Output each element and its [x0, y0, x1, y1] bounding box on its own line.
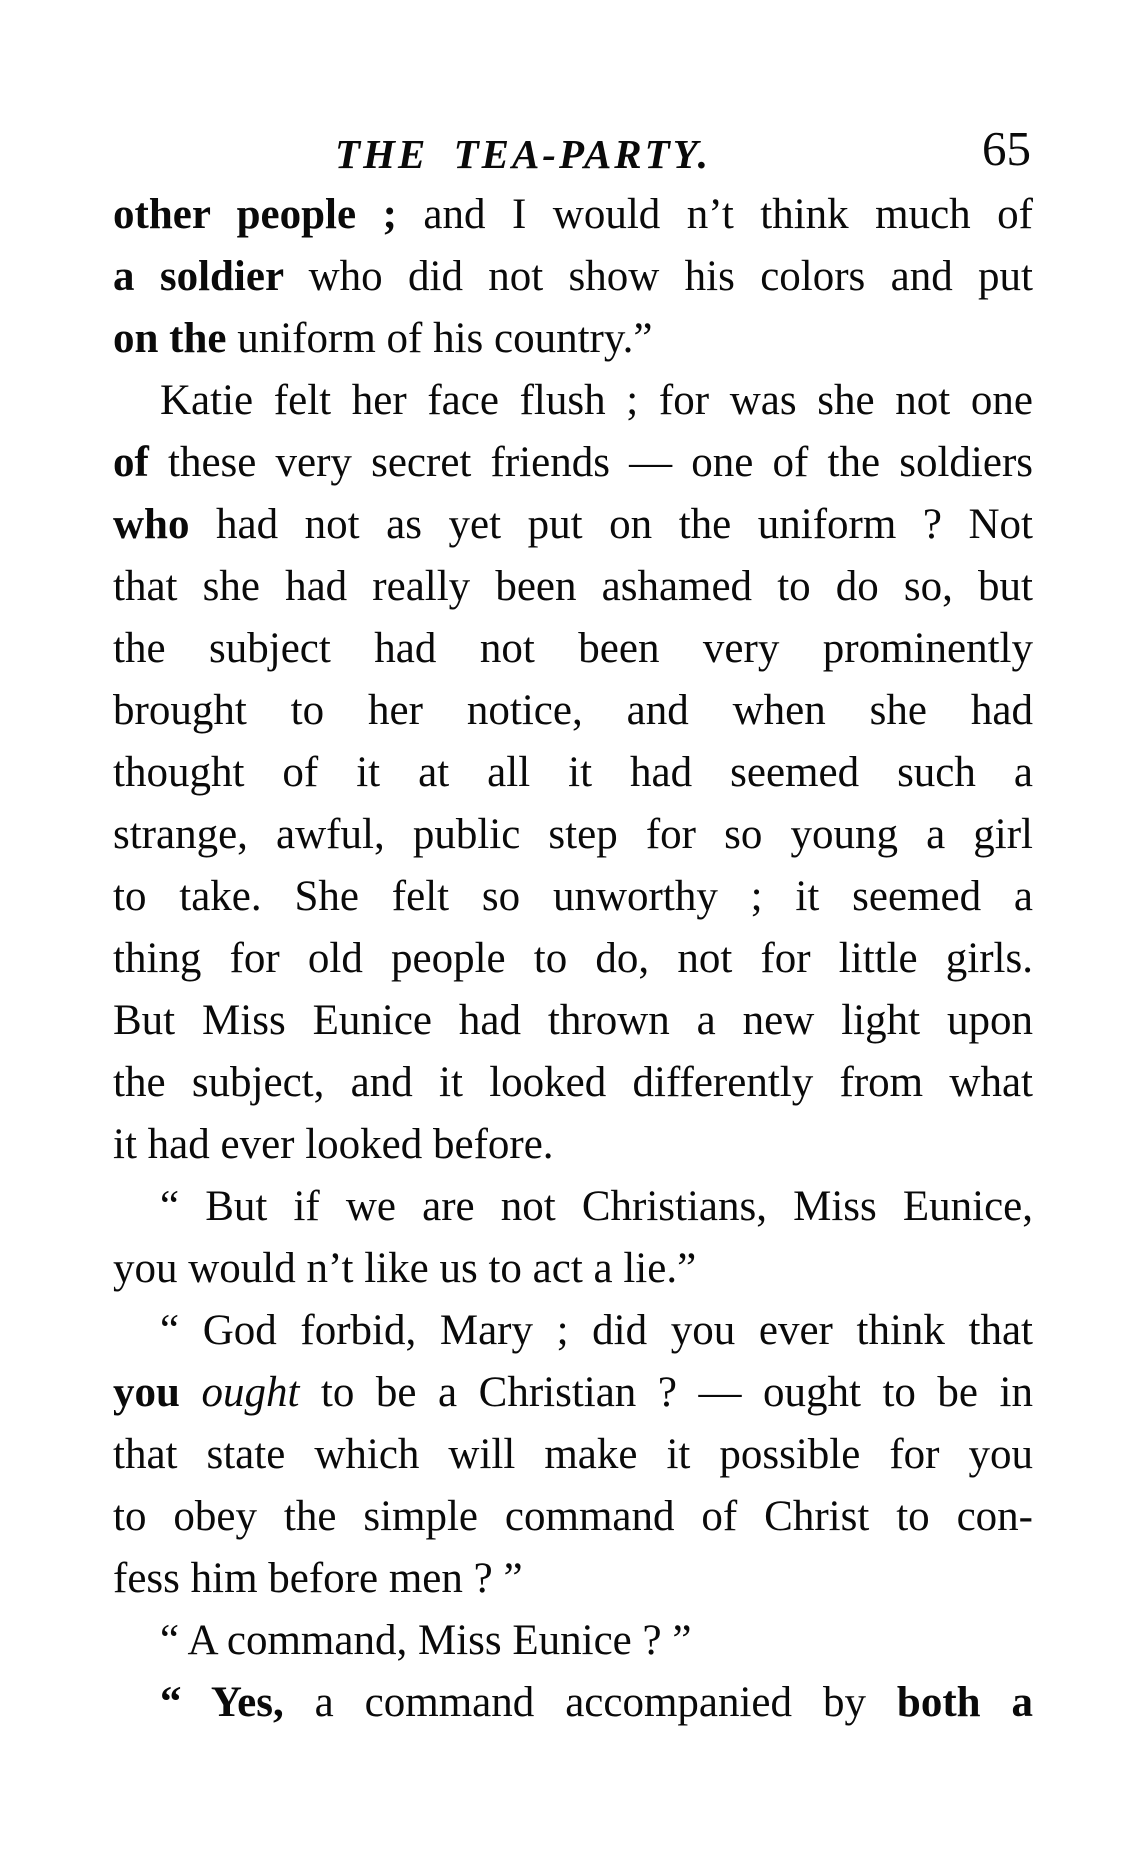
- text-segment: ought: [201, 1369, 300, 1416]
- text-segment: “ God forbid, Mary ; did you ever think that: [160, 1307, 1033, 1354]
- text-line: [113, 1548, 1033, 1610]
- text-line: [113, 928, 1033, 990]
- text-line: [113, 556, 1033, 618]
- text-line: [113, 742, 1033, 804]
- page-lines: [113, 184, 1033, 1734]
- text-line: [113, 308, 1033, 370]
- text-line: [113, 432, 1033, 494]
- text-segment: But Miss Eunice had thrown a new light upon: [113, 997, 1033, 1044]
- text-segment: strange, awful, public step for so young a girl: [113, 811, 1033, 858]
- text-segment: to take. She felt so unworthy ; it seemed a: [113, 873, 1033, 920]
- text-segment: that state which will make it possible for you: [113, 1431, 1033, 1478]
- text-segment: you would n’t like us to act a lie.”: [113, 1245, 697, 1292]
- text-segment: uniform of his country.”: [237, 315, 653, 362]
- text-segment: who did not show his colors and put: [308, 253, 1033, 300]
- text-line: [113, 804, 1033, 866]
- text-segment: “ A command, Miss Eunice ? ”: [160, 1617, 692, 1664]
- text-line: [113, 184, 1033, 246]
- text-segment: “ But if we are not Christians, Miss Eunice,: [160, 1183, 1033, 1230]
- text-segment: you: [113, 1369, 202, 1416]
- text-segment: had not as yet put on the uniform ? Not: [216, 501, 1034, 548]
- text-segment: the subject, and it looked differently from what: [113, 1059, 1033, 1106]
- text-line: [113, 1114, 1033, 1176]
- text-line: [113, 246, 1033, 308]
- page-number: 65: [982, 121, 1031, 176]
- text-line: [113, 1672, 1033, 1734]
- text-segment: other people ;: [113, 191, 424, 238]
- text-line: [113, 494, 1033, 556]
- text-line: [113, 1362, 1033, 1424]
- text-segment: it had ever looked before.: [113, 1121, 554, 1168]
- text-line: [113, 1424, 1033, 1486]
- text-segment: both a: [896, 1679, 1033, 1726]
- text-segment: “ Yes,: [160, 1679, 315, 1726]
- text-segment: and I would n’t think much of: [423, 191, 1033, 238]
- chapter-title: THE TEA-PARTY.: [335, 131, 711, 177]
- text-line: [113, 1300, 1033, 1362]
- text-segment: of: [113, 439, 168, 486]
- text-line: [113, 1176, 1033, 1238]
- text-line: [113, 1052, 1033, 1114]
- text-segment: on the: [113, 315, 238, 362]
- text-segment: fess him before men ? ”: [113, 1555, 523, 1602]
- text-segment: brought to her notice, and when she had: [113, 687, 1033, 734]
- text-segment: who: [113, 501, 217, 548]
- text-segment: that she had really been ashamed to do so, but: [113, 563, 1033, 610]
- text-segment: thought of it at all it had seemed such a: [113, 749, 1033, 796]
- text-segment: to obey the simple command of Christ to con-: [113, 1493, 1033, 1540]
- text-segment: to be a Christian ? — ought to be in: [299, 1369, 1033, 1416]
- text-segment: a soldier: [113, 253, 309, 300]
- text-line: [113, 680, 1033, 742]
- text-segment: thing for old people to do, not for little girls.: [113, 935, 1033, 982]
- text-line: [113, 1486, 1033, 1548]
- text-segment: a command accompanied by: [314, 1679, 897, 1726]
- text-segment: these very secret friends — one of the soldiers: [168, 439, 1033, 486]
- text-line: [113, 866, 1033, 928]
- text-line: [113, 1238, 1033, 1300]
- text-line: [113, 990, 1033, 1052]
- text-line: [113, 1610, 1033, 1672]
- text-segment: the subject had not been very prominently: [113, 625, 1033, 672]
- text-segment: Katie felt her face flush ; for was she not one: [160, 377, 1033, 424]
- text-line: [113, 370, 1033, 432]
- text-line: [113, 618, 1033, 680]
